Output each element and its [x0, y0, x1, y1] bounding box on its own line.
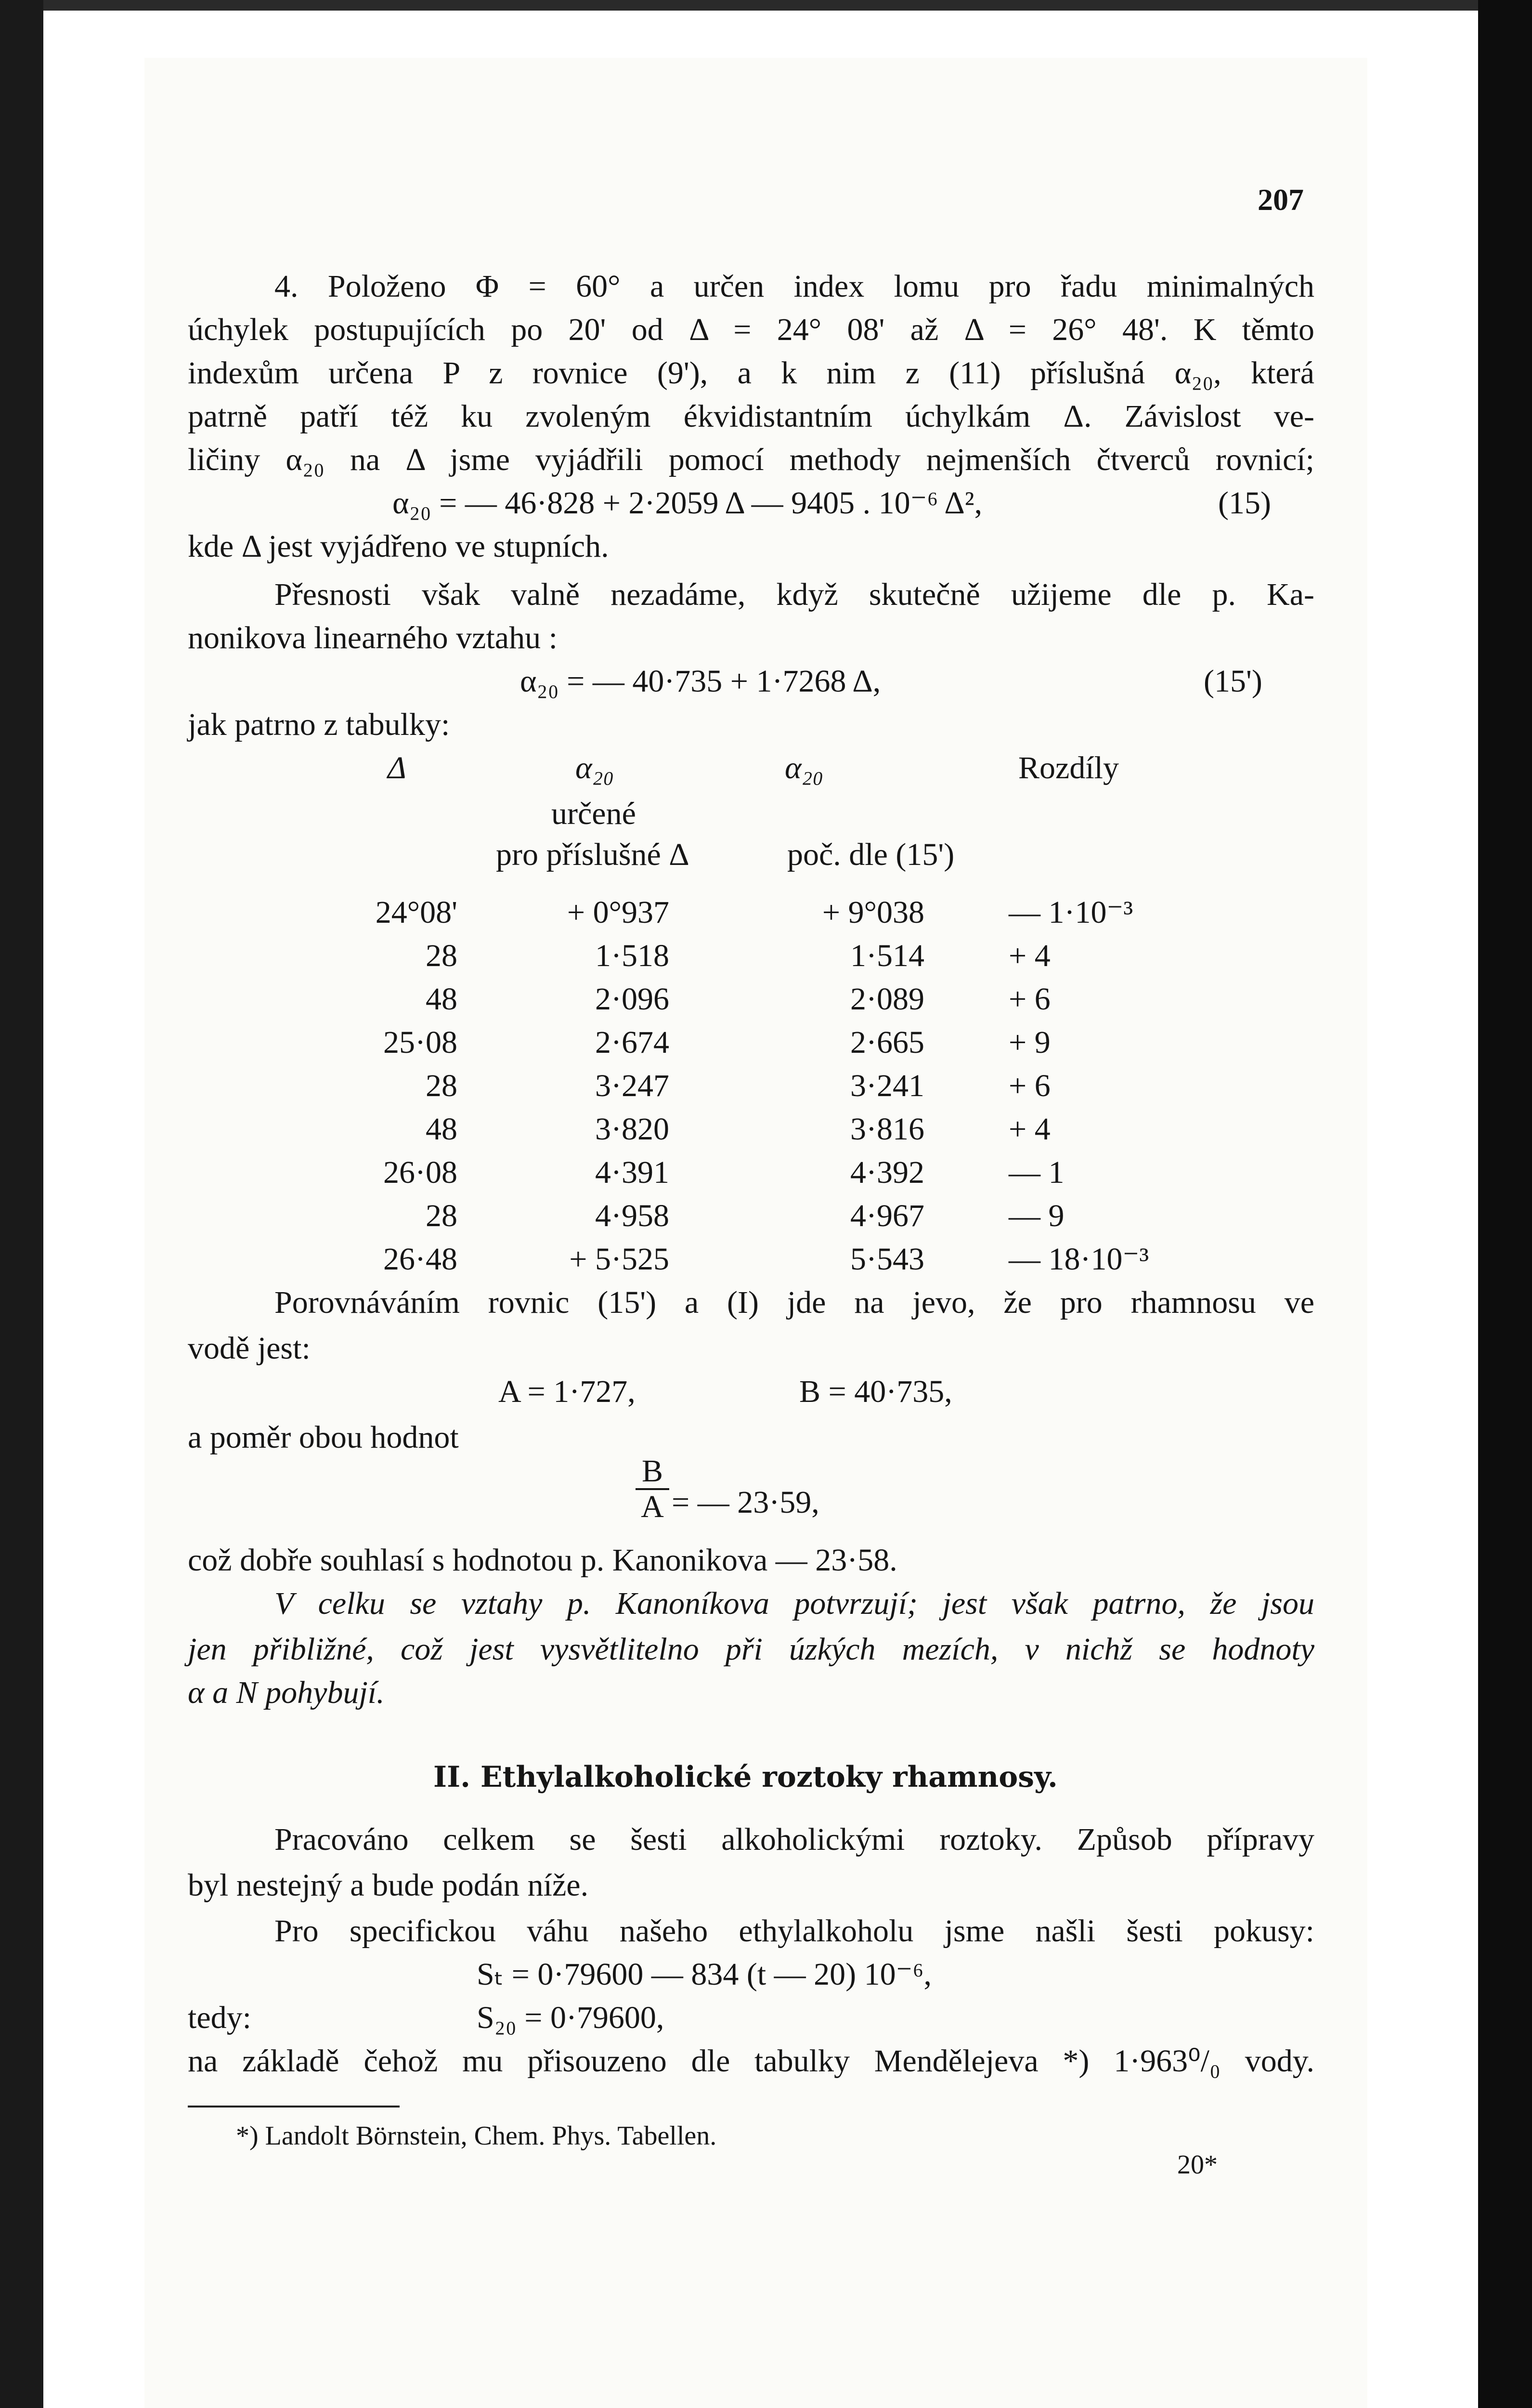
text-line: Porovnáváním rovnic (15') a (I) jde na jevo, že pro rhamnosu ve — [274, 1285, 1314, 1320]
scan-border-left — [0, 0, 43, 2408]
page-number: 207 — [1258, 183, 1304, 217]
text-line: což dobře souhlasí s hodnotou p. Kanonikova — 23·58. — [188, 1543, 897, 1578]
table-cell: 48 — [426, 982, 457, 1017]
table-cell: 4·967 — [850, 1198, 924, 1233]
table-cell: 1·518 — [595, 938, 669, 973]
text-line: jen přibližné, což jest vysvětlitelno při úzkých mezích, v nichž se hodnoty — [188, 1632, 1314, 1667]
text-line: α a N pohybují. — [188, 1675, 385, 1710]
table-subheader: určené — [551, 796, 636, 831]
text-line: vodě jest: — [188, 1331, 311, 1366]
table-cell: — 18·10⁻³ — [1009, 1242, 1149, 1277]
text-line: úchylek postupujících po 20' od Δ = 24° 08' až Δ = 26° 48'. K těmto — [188, 312, 1314, 347]
text-line: V celku se vztahy p. Kanoníkova potvrzují; jest však patrno, že jsou — [274, 1586, 1314, 1621]
table-cell: 28 — [426, 1068, 457, 1103]
text-line: nonikova linearného vztahu : — [188, 620, 558, 655]
table-cell: + 0°937 — [567, 895, 669, 930]
table-cell: + 5·525 — [569, 1242, 669, 1277]
text-line: Pracováno celkem se šesti alkoholickými roztoky. Způsob přípravy — [274, 1822, 1314, 1857]
table-cell: + 6 — [1009, 1068, 1051, 1103]
table-cell: 1·514 — [850, 938, 924, 973]
table-cell: + 9 — [1009, 1025, 1051, 1060]
equation-B: B = 40·735, — [799, 1374, 952, 1409]
table-cell: + 4 — [1009, 938, 1051, 973]
text-line: Přesnosti však valně nezadáme, když skutečně užijeme dle p. Ka- — [274, 577, 1314, 612]
table-header-alpha-determined: α₂₀ — [575, 750, 614, 785]
fraction-denominator: A — [641, 1489, 664, 1524]
table-cell: 2·674 — [595, 1025, 669, 1060]
equation-S20: S₂₀ = 0·79600, — [477, 2000, 664, 2035]
table-cell: 3·816 — [850, 1112, 924, 1147]
scan-border-top — [0, 0, 1532, 11]
table-cell: + 4 — [1009, 1112, 1051, 1147]
table-cell: 4·391 — [595, 1155, 669, 1190]
fraction-B-over-A — [636, 1454, 669, 1524]
table-cell: 26·08 — [383, 1155, 457, 1190]
footnote-rule — [188, 2106, 400, 2107]
table-cell: 25·08 — [383, 1025, 457, 1060]
text-line: Pro specifickou váhu našeho ethylalkoholu jsme našli šesti pokusy: — [274, 1913, 1314, 1949]
scan-border-right — [1478, 0, 1532, 2408]
table-cell: 3·241 — [850, 1068, 924, 1103]
text-line: na základě čehož mu přisouzeno dle tabulky Mendělejeva *) 1·963⁰/₀ vody. — [188, 2043, 1314, 2079]
table-cell: 28 — [426, 1198, 457, 1233]
text-line: kde Δ jest vyjádřeno ve stupních. — [188, 529, 609, 564]
table-cell: 24°08' — [375, 895, 457, 930]
text-line: a poměr obou hodnot — [188, 1420, 459, 1455]
table-cell: 5·543 — [850, 1242, 924, 1277]
table-header-differences: Rozdíly — [1018, 750, 1119, 785]
table-cell: 4·958 — [595, 1198, 669, 1233]
footnote: *) Landolt Börnstein, Chem. Phys. Tabellen. — [236, 2121, 717, 2151]
table-cell: 2·089 — [850, 982, 924, 1017]
table-cell: 26·48 — [383, 1242, 457, 1277]
text-line: ličiny α₂₀ na Δ jsme vyjádřili pomocí methody nejmenších čtverců rovnicí; — [188, 442, 1314, 477]
fraction-numerator: B — [641, 1453, 663, 1489]
table-cell: 3·247 — [595, 1068, 669, 1103]
equation-number: (15) — [1218, 485, 1271, 521]
table-cell: + 9°038 — [822, 895, 924, 930]
table-cell: 48 — [426, 1112, 457, 1147]
text-line: indexům určena P z rovnice (9'), a k nim z (11) příslušná α₂₀, která — [188, 355, 1314, 391]
equation-ratio: = — 23·59, — [672, 1485, 819, 1520]
table-cell: 28 — [426, 938, 457, 973]
table-cell: + 6 — [1009, 982, 1051, 1017]
table-cell: — 1·10⁻³ — [1009, 895, 1133, 930]
equation-St: Sₜ = 0·79600 — 834 (t — 20) 10⁻⁶, — [477, 1957, 932, 1992]
table-header-alpha-computed: α₂₀ — [785, 750, 824, 785]
text-line: patrně patří též ku zvoleným ékvidistantním úchylkám Δ. Závislost ve- — [188, 399, 1314, 434]
table-cell: — 1 — [1009, 1155, 1065, 1190]
table-subheader: pro příslušné Δ — [496, 837, 689, 872]
equation-15-prime: α₂₀ = — 40·735 + 1·7268 Δ, — [520, 664, 881, 699]
text-line: tedy: — [188, 2000, 251, 2035]
table-cell: 4·392 — [850, 1155, 924, 1190]
table-header-delta: Δ — [388, 750, 406, 785]
table-cell: 3·820 — [595, 1112, 669, 1147]
equation-A: A = 1·727, — [498, 1374, 636, 1409]
equation-15: α₂₀ = — 46·828 + 2·2059 Δ — 9405 . 10⁻⁶ Δ², — [392, 485, 983, 521]
signature-mark: 20* — [1177, 2150, 1218, 2180]
table-cell: — 9 — [1009, 1198, 1065, 1233]
text-line: jak patrno z tabulky: — [188, 707, 450, 742]
equation-number: (15') — [1204, 664, 1262, 699]
table-subheader: poč. dle (15') — [787, 837, 955, 872]
text-line: byl nestejný a bude podán níže. — [188, 1868, 589, 1903]
table-cell: 2·665 — [850, 1025, 924, 1060]
table-cell: 2·096 — [595, 982, 669, 1017]
text-line: 4. Položeno Φ = 60° a určen index lomu pro řadu minimalných — [274, 269, 1314, 304]
section-heading: II. Ethylalkoholické roztoky rhamnosy. — [433, 1760, 1058, 1794]
